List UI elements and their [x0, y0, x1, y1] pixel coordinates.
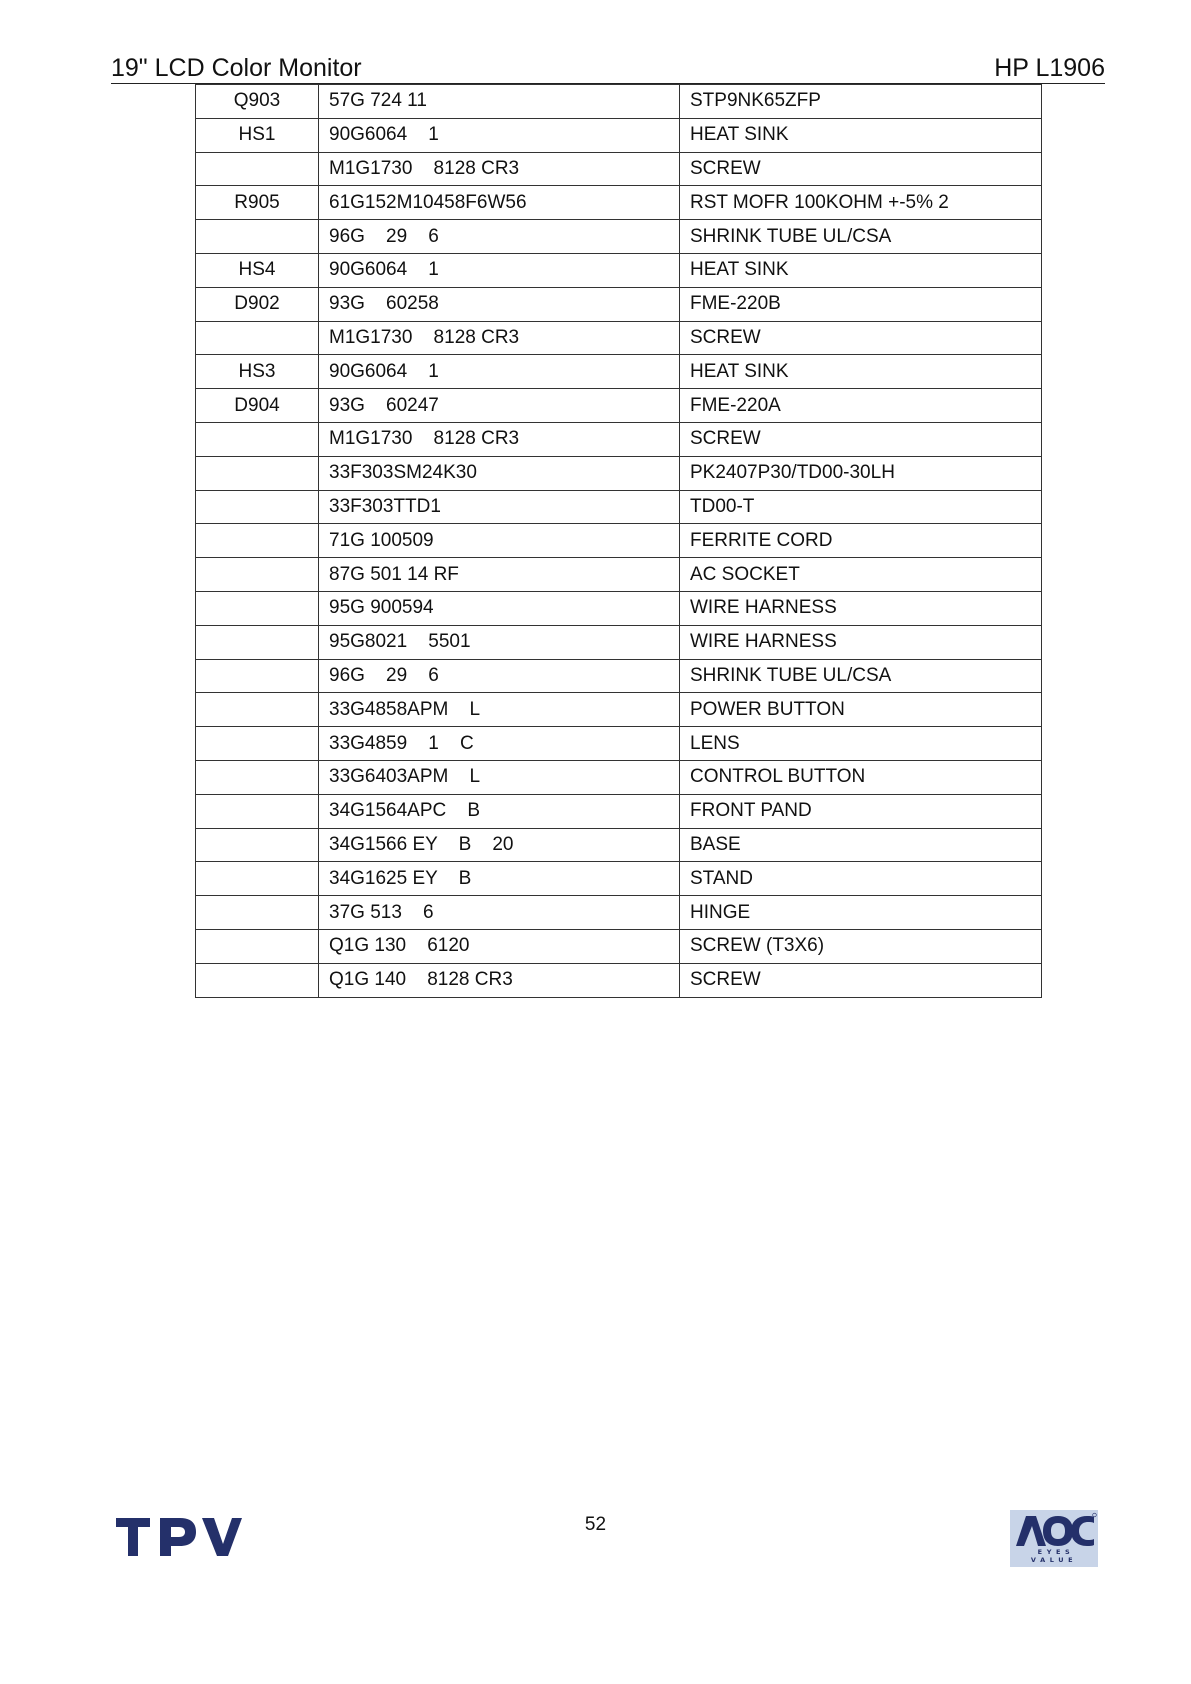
description-cell: FME-220B [680, 287, 1042, 321]
ref-cell [196, 963, 319, 997]
description-cell: SCREW [680, 963, 1042, 997]
document-title: 19" LCD Color Monitor [111, 54, 362, 82]
table-row [196, 896, 1042, 930]
part-number-cell: Q1G 140 8128 CR3 [319, 963, 680, 997]
description-cell: STAND [680, 862, 1042, 896]
part-number-cell: 57G 724 11 [319, 85, 680, 119]
aoc-logo [1010, 1510, 1098, 1567]
parts-list-table [195, 84, 1042, 998]
description-cell: STP9NK65ZFP [680, 85, 1042, 119]
description-cell: SCREW [680, 422, 1042, 456]
description-cell: HEAT SINK [680, 355, 1042, 389]
part-number-cell: 33G6403APM L [319, 760, 680, 794]
table-row [196, 524, 1042, 558]
description-cell: PK2407P30/TD00-30LH [680, 456, 1042, 490]
ref-cell: Q903 [196, 85, 319, 119]
description-cell: LENS [680, 727, 1042, 761]
table-row [196, 659, 1042, 693]
ref-cell [196, 422, 319, 456]
part-number-cell: 95G8021 5501 [319, 625, 680, 659]
part-number-cell: 96G 29 6 [319, 220, 680, 254]
table-row [196, 186, 1042, 220]
ref-cell [196, 490, 319, 524]
description-cell: HINGE [680, 896, 1042, 930]
ref-cell: HS3 [196, 355, 319, 389]
description-cell: CONTROL BUTTON [680, 760, 1042, 794]
ref-cell: HS4 [196, 253, 319, 287]
description-cell: FME-220A [680, 389, 1042, 423]
description-cell: POWER BUTTON [680, 693, 1042, 727]
description-cell: FERRITE CORD [680, 524, 1042, 558]
part-number-cell: M1G1730 8128 CR3 [319, 321, 680, 355]
ref-cell [196, 625, 319, 659]
table-row [196, 85, 1042, 119]
part-number-cell: Q1G 130 6120 [319, 929, 680, 963]
part-number-cell: 37G 513 6 [319, 896, 680, 930]
tpv-logo [116, 1516, 242, 1558]
part-number-cell: 90G6064 1 [319, 355, 680, 389]
ref-cell [196, 760, 319, 794]
table-row [196, 862, 1042, 896]
ref-cell [196, 456, 319, 490]
description-cell: RST MOFR 100KOHM +-5% 2 [680, 186, 1042, 220]
table-row [196, 321, 1042, 355]
ref-cell [196, 558, 319, 592]
ref-cell [196, 152, 319, 186]
description-cell: BASE [680, 828, 1042, 862]
ref-cell [196, 727, 319, 761]
table-row [196, 794, 1042, 828]
ref-cell [196, 693, 319, 727]
description-cell: TD00-T [680, 490, 1042, 524]
description-cell: SCREW [680, 152, 1042, 186]
description-cell: AC SOCKET [680, 558, 1042, 592]
description-cell: WIRE HARNESS [680, 625, 1042, 659]
description-cell: SHRINK TUBE UL/CSA [680, 659, 1042, 693]
table-row [196, 355, 1042, 389]
ref-cell [196, 929, 319, 963]
description-cell: SHRINK TUBE UL/CSA [680, 220, 1042, 254]
table-row [196, 591, 1042, 625]
part-number-cell: 33F303SM24K30 [319, 456, 680, 490]
part-number-cell: 93G 60247 [319, 389, 680, 423]
part-number-cell: 33F303TTD1 [319, 490, 680, 524]
description-cell: WIRE HARNESS [680, 591, 1042, 625]
part-number-cell: 34G1566 EY B 20 [319, 828, 680, 862]
table-row [196, 929, 1042, 963]
aoc-tagline: EYES VALUE [1030, 1548, 1078, 1564]
table-row [196, 490, 1042, 524]
table-row [196, 828, 1042, 862]
part-number-cell: 93G 60258 [319, 287, 680, 321]
parts-list-body [196, 85, 1042, 998]
ref-cell [196, 794, 319, 828]
part-number-cell: 33G4858APM L [319, 693, 680, 727]
table-row [196, 625, 1042, 659]
ref-cell [196, 321, 319, 355]
table-row [196, 152, 1042, 186]
ref-cell [196, 220, 319, 254]
table-row [196, 287, 1042, 321]
description-cell: FRONT PAND [680, 794, 1042, 828]
ref-cell: D904 [196, 389, 319, 423]
part-number-cell: 96G 29 6 [319, 659, 680, 693]
description-cell: SCREW [680, 321, 1042, 355]
table-row [196, 558, 1042, 592]
ref-cell [196, 862, 319, 896]
table-row [196, 389, 1042, 423]
part-number-cell: 95G 900594 [319, 591, 680, 625]
ref-cell [196, 659, 319, 693]
part-number-cell: 71G 100509 [319, 524, 680, 558]
description-cell: SCREW (T3X6) [680, 929, 1042, 963]
part-number-cell: M1G1730 8128 CR3 [319, 152, 680, 186]
part-number-cell: M1G1730 8128 CR3 [319, 422, 680, 456]
ref-cell: R905 [196, 186, 319, 220]
ref-cell [196, 591, 319, 625]
part-number-cell: 34G1625 EY B [319, 862, 680, 896]
table-row [196, 422, 1042, 456]
part-number-cell: 61G152M10458F6W56 [319, 186, 680, 220]
part-number-cell: 33G4859 1 C [319, 727, 680, 761]
table-row [196, 760, 1042, 794]
ref-cell [196, 828, 319, 862]
ref-cell [196, 896, 319, 930]
table-row [196, 456, 1042, 490]
part-number-cell: 34G1564APC B [319, 794, 680, 828]
part-number-cell: 90G6064 1 [319, 118, 680, 152]
model-title: HP L1906 [994, 54, 1105, 82]
part-number-cell: 87G 501 14 RF [319, 558, 680, 592]
table-row [196, 693, 1042, 727]
ref-cell: D902 [196, 287, 319, 321]
description-cell: HEAT SINK [680, 118, 1042, 152]
page-header [111, 52, 1105, 84]
part-number-cell: 90G6064 1 [319, 253, 680, 287]
ref-cell [196, 524, 319, 558]
description-cell: HEAT SINK [680, 253, 1042, 287]
table-row [196, 253, 1042, 287]
table-row [196, 118, 1042, 152]
page-number: 52 [584, 1514, 607, 1535]
table-row [196, 727, 1042, 761]
ref-cell: HS1 [196, 118, 319, 152]
table-row [196, 963, 1042, 997]
table-row [196, 220, 1042, 254]
